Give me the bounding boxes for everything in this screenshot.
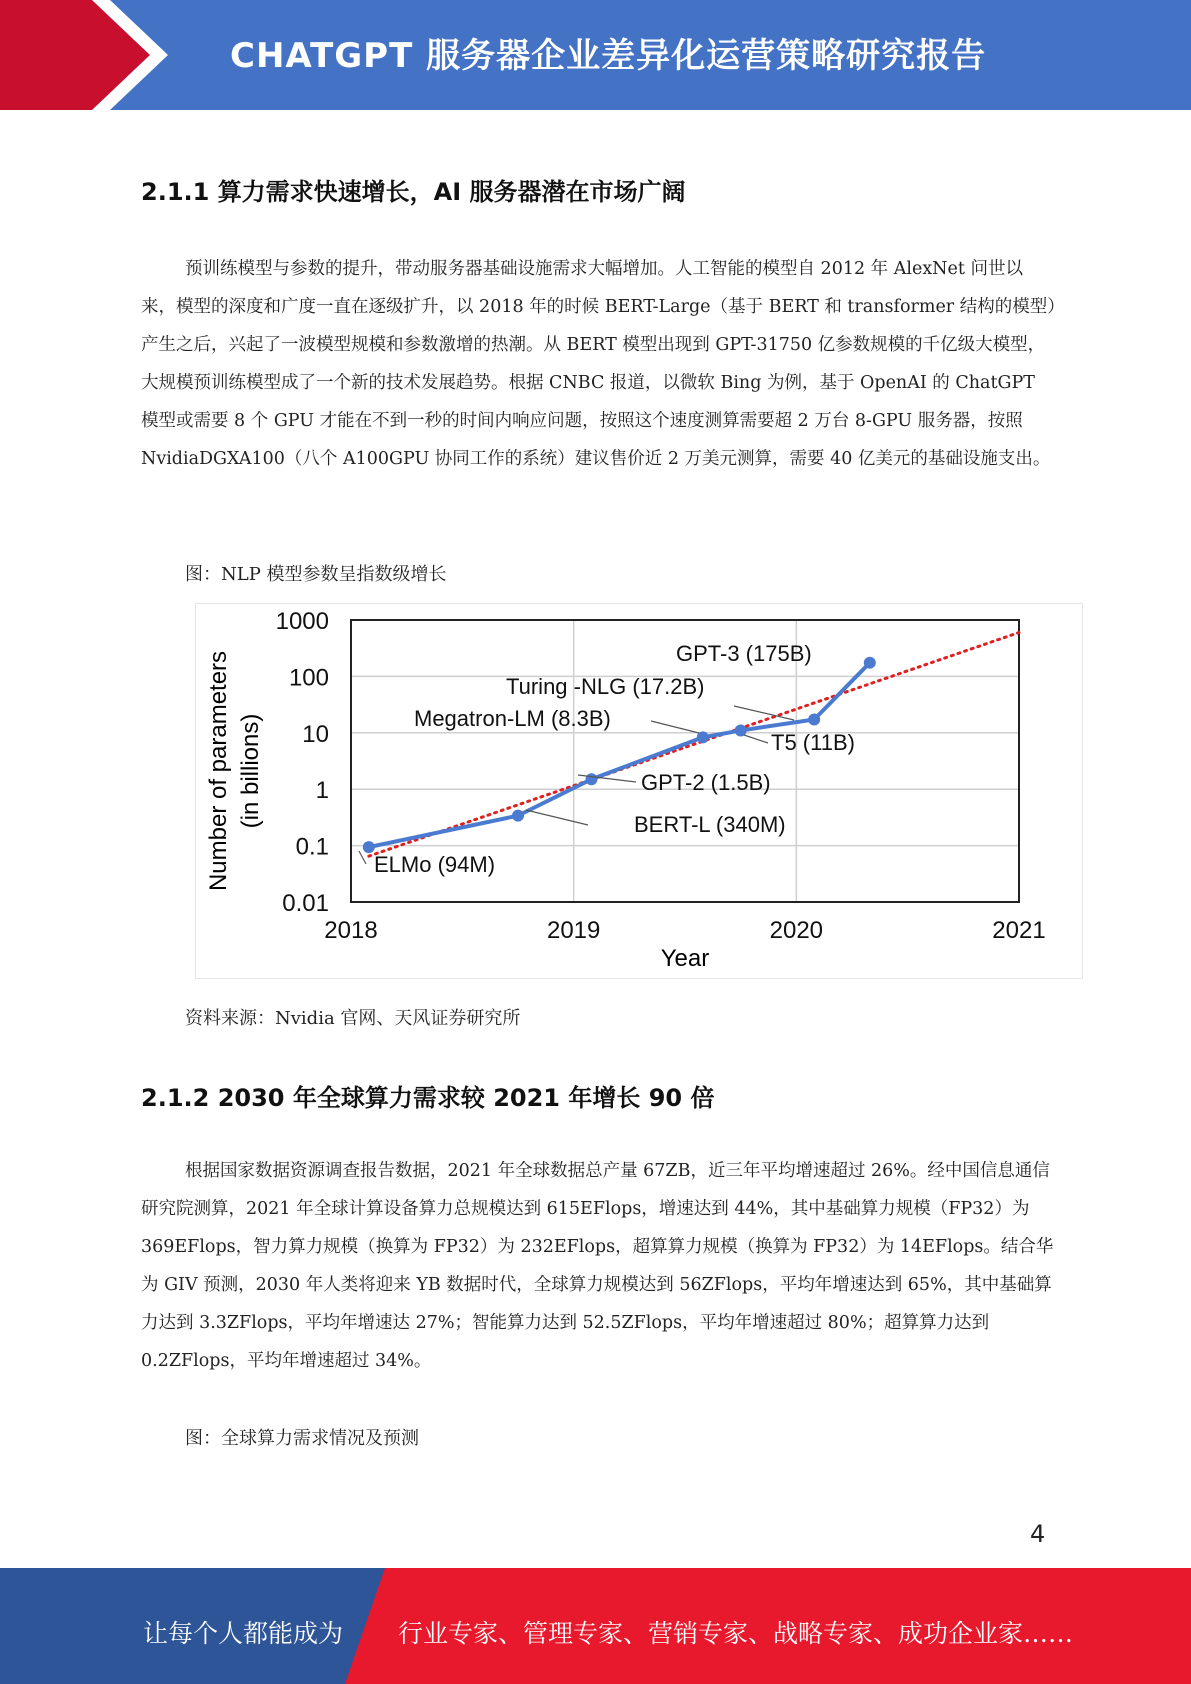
data-label: Megatron-LM (8.3B) xyxy=(414,706,611,731)
data-label: BERT-L (340M) xyxy=(634,812,786,837)
header-banner xyxy=(0,0,1191,110)
data-label-leader xyxy=(744,735,768,743)
y-tick-labels xyxy=(276,608,329,917)
y-tick-label: 0.01 xyxy=(282,890,329,917)
x-tick-label: 2018 xyxy=(324,917,378,944)
y-tick-label: 0.1 xyxy=(295,833,329,861)
data-point xyxy=(512,810,524,822)
y-tick-label: 100 xyxy=(288,664,329,692)
data-label-leader xyxy=(359,851,366,864)
nlp-parameters-chart xyxy=(195,603,1083,979)
footer-slogan-right: 行业专家、管理专家、营销专家、战略专家、成功企业家…… xyxy=(398,1619,1074,1648)
section-heading-2-1-2: 2.1.2 2030 年全球算力需求较 2021 年增长 90 倍 xyxy=(141,1084,715,1112)
section1-paragraph-text: 预训练模型与参数的提升，带动服务器基础设施需求大幅增加。人工智能的模型自 2012 年 AlexNet 问世以来，模型的深度和广度一直在逐级扩升，以 2018 年的时候 BERT-Large（基于 BERT 和 transformer 结构的模型）产生之后，兴起了一波模型规模和参数激增的热潮。从 BERT 模型出现到 GPT-31750 亿参数规模的千亿级大模型，大规模预训练模型成了一个新的技术发展趋势。根据 CNBC 报道，以微软 Bing 为例，基于 OpenAI 的 ChatGPT 模型或需要 8 个 GPU 才能在不到一秒的时间内响应问题，按照这个速度测算需要超 2 万台 8-GPU 服务器，按照 NvidiaDGXA100（八个 A100GPU 协同工作的系统）建议售价近 2 万美元测算，需要 40 亿美元的基础设施支出。 xyxy=(141,259,1056,469)
y-tick-label: 1 xyxy=(315,777,329,805)
page-number: 4 xyxy=(1030,1520,1046,1548)
figure-caption-nlp: 图：NLP 模型参数呈指数级增长 xyxy=(185,564,447,585)
section2-paragraph xyxy=(141,1152,1056,1380)
y-tick-label: 1000 xyxy=(275,608,329,635)
data-point xyxy=(585,773,597,785)
y-tick-label: 10 xyxy=(302,720,329,748)
figure-source: 资料来源：Nvidia 官网、天风证券研究所 xyxy=(185,1008,521,1029)
x-tick-label: 2020 xyxy=(769,917,824,944)
data-label: T5 (11B) xyxy=(771,730,855,755)
chart-svg xyxy=(196,604,1082,978)
footer-slogan-left: 让每个人都能成为 xyxy=(143,1619,344,1648)
y-axis-sublabel: (in billions) xyxy=(237,713,264,829)
y-axis-label: Number of parameters xyxy=(205,650,232,892)
data-label-leader xyxy=(651,721,699,733)
x-tick-label: 2021 xyxy=(992,917,1046,944)
data-label-leader xyxy=(526,810,588,825)
x-tick-label: 2019 xyxy=(546,917,601,944)
footer-banner xyxy=(0,1568,1191,1684)
data-point xyxy=(864,657,876,669)
data-label: GPT-2 (1.5B) xyxy=(641,770,771,795)
data-point xyxy=(808,714,820,726)
x-tick-labels xyxy=(324,917,1045,944)
section2-paragraph-text: 根据国家数据资源调查报告数据，2021 年全球数据总产量 67ZB，近三年平均增速超过 26%。经中国信息通信研究院测算，2021 年全球计算设备算力总规模达到 615EFlops，增速达到 44%，其中基础算力规模（FP32）为 369EFlops，智力算力规模（换算为 FP32）为 232EFlops，超算算力规模（换算为 FP32）为 14EFlops。结合华为 GIV 预测，2030 年人类将迎来 YB 数据时代，全球算力规模达到 56ZFlops，平均年增速达到 65%，其中基础算力达到 3.3ZFlops，平均年增速达 27%；智能算力达到 52.5ZFlops，平均年增速超过 80%；超算算力达到 0.2ZFlops，平均年增速超过 34%。 xyxy=(141,1161,1054,1371)
data-label: GPT-3 (175B) xyxy=(676,641,812,666)
data-point xyxy=(363,841,375,853)
section1-paragraph xyxy=(141,250,1056,478)
figure-caption-compute: 图：全球算力需求情况及预测 xyxy=(185,1428,419,1449)
section-heading-2-1-1: 2.1.1 算力需求快速增长，AI 服务器潜在市场广阔 xyxy=(141,178,686,206)
x-axis-label: Year xyxy=(660,945,710,972)
document-title: CHATGPT 服务器企业差异化运营策略研究报告 xyxy=(230,36,987,76)
data-label: Turing -NLG (17.2B) xyxy=(506,674,705,699)
data-label: ELMo (94M) xyxy=(374,852,496,877)
